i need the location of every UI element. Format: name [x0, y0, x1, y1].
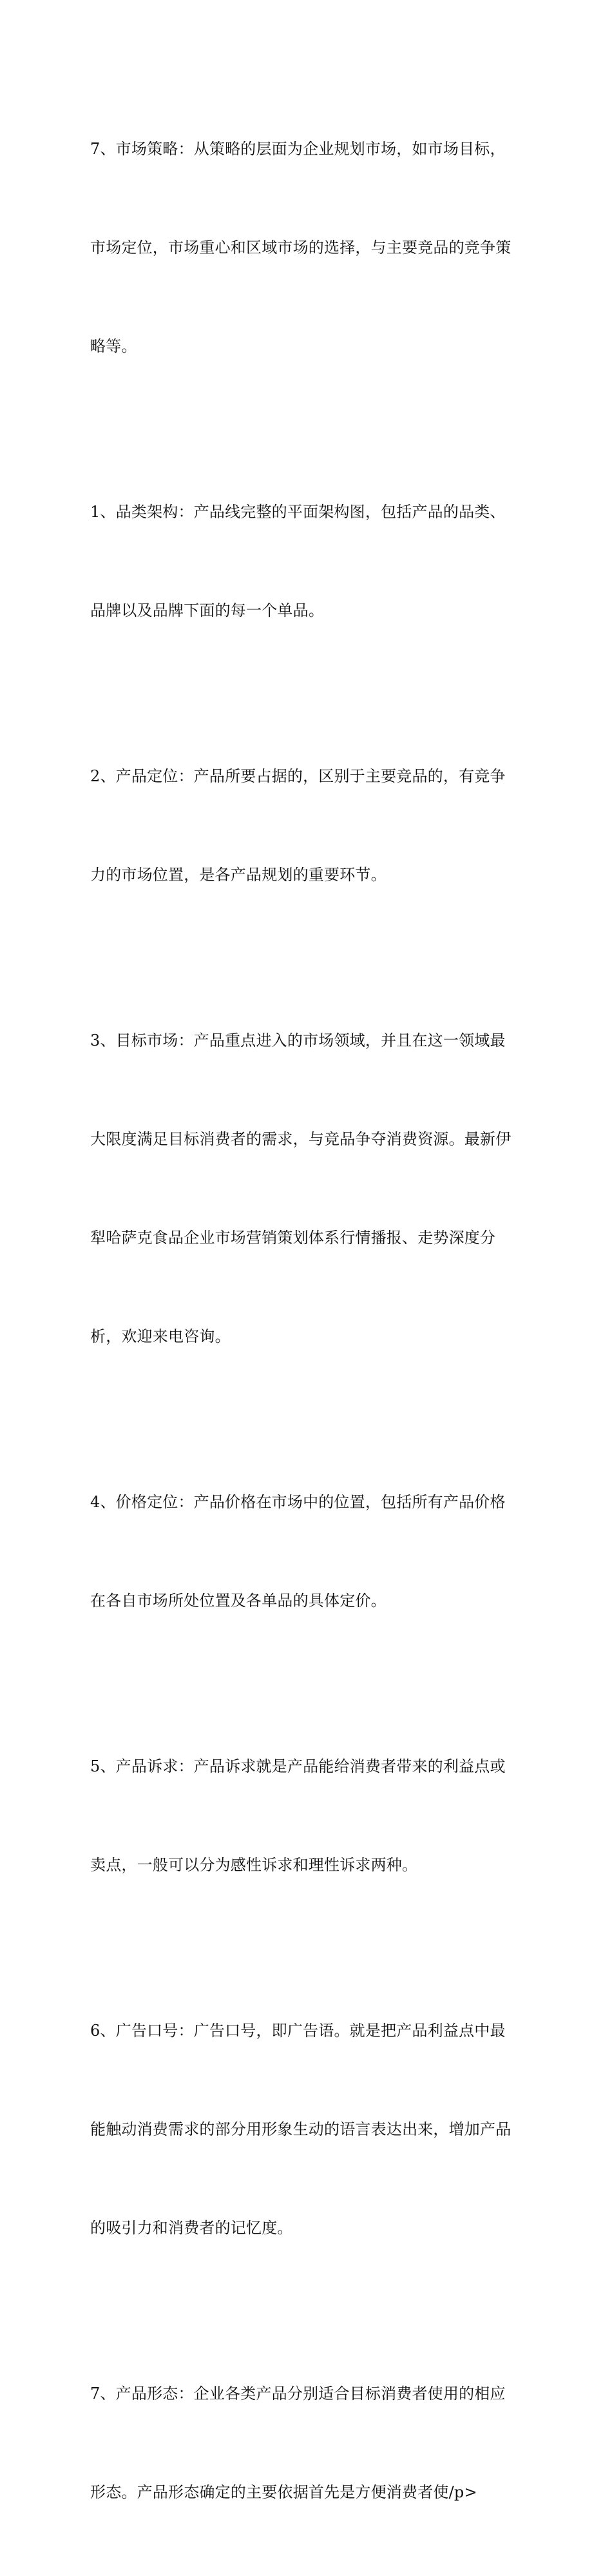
text-line: 力的市场位置，是各产品规划的重要环节。 — [90, 866, 387, 884]
text-line: 5、产品诉求：产品诉求就是产品能给消费者带来的利益点或 — [90, 1757, 506, 1775]
text-line: 品牌以及品牌下面的每一个单品。 — [90, 601, 324, 620]
text-line: 在各自市场所处位置及各单品的具体定价。 — [90, 1592, 387, 1610]
text-line: 能触动消费需求的部分用形象生动的语言表达出来，增加产品 — [90, 2120, 512, 2138]
paragraph-ad-slogan — [90, 1949, 528, 2310]
text-line: 形态。产品形态确定的主要依据首先是方便消费者使/p> — [90, 2483, 477, 2501]
document-body — [90, 67, 528, 2576]
text-line: 略等。 — [90, 337, 137, 355]
text-line: 7、市场策略：从策略的层面为企业规划市场，如市场目标， — [90, 140, 506, 158]
text-line: 析，欢迎来电咨询。 — [90, 1327, 231, 1345]
paragraph-target-market — [90, 959, 528, 1419]
text-line: 市场定位，市场重心和区域市场的选择，与主要竞品的竞争策 — [90, 239, 512, 257]
text-line: 卖点，一般可以分为感性诉求和理性诉求两种。 — [90, 1856, 418, 1874]
paragraph-market-strategy — [90, 67, 528, 429]
paragraph-product-appeal — [90, 1684, 528, 1947]
text-line: 3、目标市场：产品重点进入的市场领域，并且在这一领域最 — [90, 1031, 506, 1049]
paragraph-product-positioning — [90, 694, 528, 957]
text-line: 犁哈萨克食品企业市场营销策划体系行情播报、走势深度分 — [90, 1229, 496, 1247]
text-line: 1、品类架构：产品线完整的平面架构图，包括产品的品类、 — [90, 503, 506, 521]
text-line: 7、产品形态：企业各类产品分别适合目标消费者使用的相应 — [90, 2385, 506, 2403]
text-line: 的吸引力和消费者的记忆度。 — [90, 2219, 293, 2237]
paragraph-product-form — [90, 2312, 528, 2575]
text-line: 6、广告口号：广告口号，即广告语。就是把产品利益点中最 — [90, 2022, 506, 2040]
text-line: 大限度满足目标消费者的需求，与竞品争夺消费资源。最新伊 — [90, 1130, 512, 1148]
paragraph-price-positioning — [90, 1420, 528, 1683]
paragraph-category-structure — [90, 430, 528, 693]
text-line: 2、产品定位：产品所要占据的，区别于主要竞品的，有竞争 — [90, 767, 506, 785]
text-line: 4、价格定位：产品价格在市场中的位置，包括所有产品价格 — [90, 1493, 506, 1511]
